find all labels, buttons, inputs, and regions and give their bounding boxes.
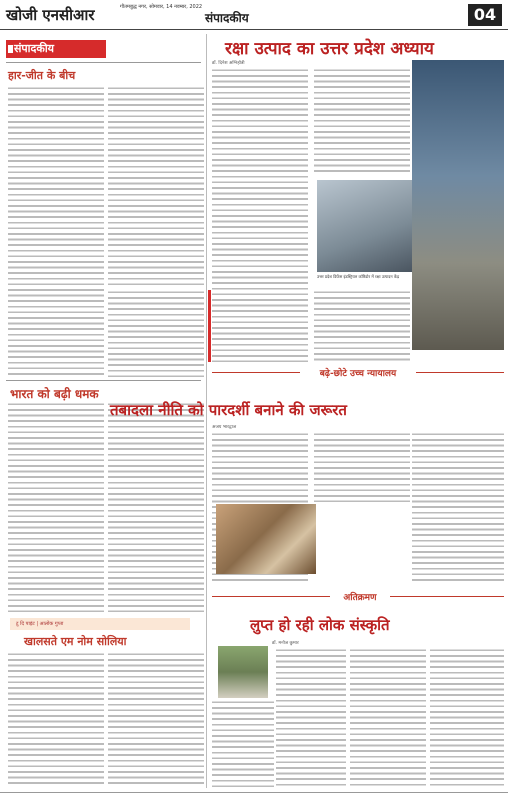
lower-byline: डॉ. मनोज कुमार [272, 641, 299, 646]
main-byline: डॉ. दिनेश अग्निहोत्री [212, 61, 245, 66]
gavel-photo [216, 504, 316, 574]
page-number: 04 [468, 4, 502, 26]
editorial-headline: हार-जीत के बीच [8, 69, 76, 82]
editorial-body-col2b [108, 290, 204, 378]
footer-rule [0, 792, 508, 800]
middle-article-title: तबादला नीति को पारदर्शी बनाने की जरूरत [110, 401, 347, 419]
lower-section-head: अतिक्रमण [330, 590, 390, 602]
lower-body-col2 [276, 648, 346, 788]
middle-byline: अजय भारद्वाज [212, 425, 237, 430]
divider [6, 62, 201, 63]
column-strip: टू दि पाइंट | आलोक गुप्ता [10, 618, 190, 630]
middle-body-col2 [314, 432, 410, 502]
lower-body-col3 [350, 648, 426, 788]
lower-body-col1 [212, 700, 274, 788]
column-title: खालसते एम नोम सोलिया [24, 635, 127, 648]
divider [6, 380, 201, 381]
main-body-col2b [314, 290, 410, 362]
dateline: गौतमबुद्ध नगर, सोमवार, 14 नवम्बर, 2022 [120, 4, 203, 10]
photo-caption: उत्तर प्रदेश डिफेंस इंडस्ट्रियल कॉरिडोर में रक्षा उत्पादन केंद्र [317, 274, 400, 279]
masthead [0, 0, 508, 30]
editorial-body-col2 [108, 86, 204, 286]
defense-photo-small [317, 180, 413, 272]
author-photo [218, 646, 268, 698]
middle-body-col3 [412, 432, 504, 582]
editorial-label: संपादकीय [6, 40, 106, 58]
page-section-title: संपादकीय [205, 11, 249, 25]
main-article-title: रक्षा उत्पाद का उत्तर प्रदेश अध्याय [225, 39, 434, 59]
lower-article-title: लुप्त हो रही लोक संस्कृति [250, 616, 390, 634]
editorial-headline-2: भारत को बढ़ी धमक [10, 387, 99, 401]
defense-photo-large [412, 60, 504, 350]
editorial2-body-col1 [8, 402, 104, 612]
editorial-body-col1 [8, 86, 104, 376]
lower-body-col4 [430, 648, 504, 788]
main-body-col1 [212, 68, 308, 362]
editorial2-body-col2 [108, 402, 204, 612]
middle-section-head: बढ़े-छोटे उच्च न्यायालय [300, 366, 416, 378]
column-body-col1 [8, 652, 104, 788]
newspaper-logo: खोजी एनसीआर [6, 6, 95, 24]
main-body-col2 [314, 68, 410, 176]
column-body-col2 [108, 652, 204, 788]
